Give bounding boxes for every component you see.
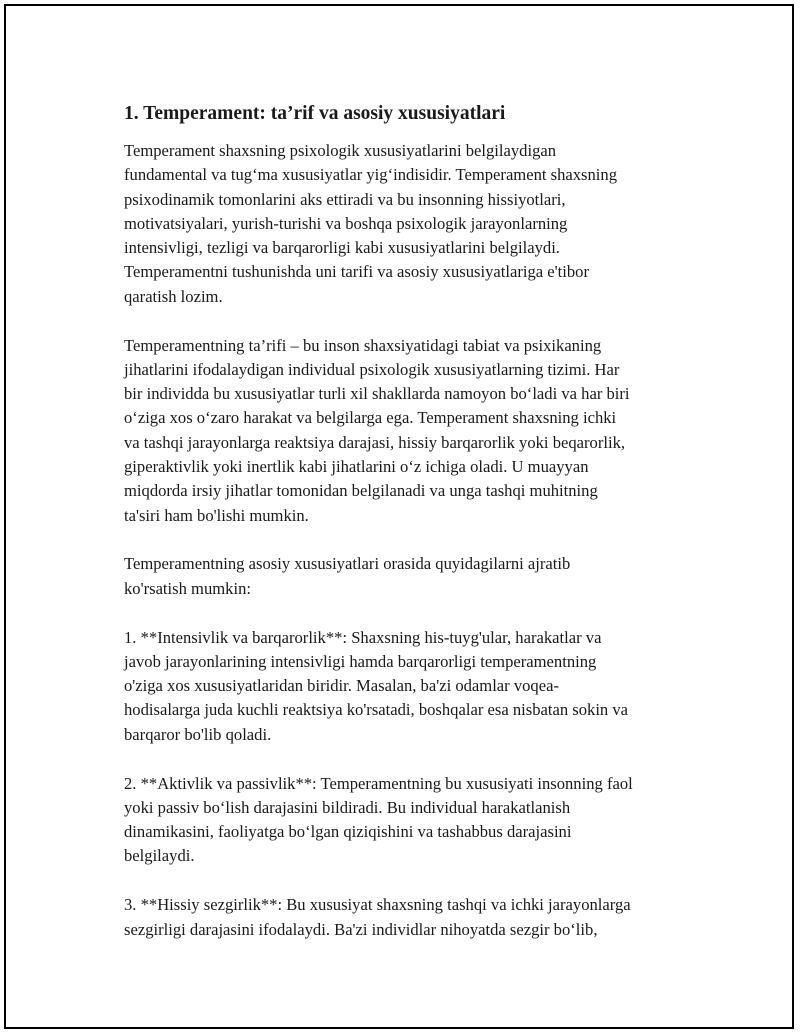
text-line: intensivligi, tezligi va barqarorligi kabi xususiyatlarini belgilaydi. (124, 238, 560, 258)
text-line: javob jarayonlarining intensivligi hamda barqarorligi temperamentning (124, 651, 597, 671)
text-line: Temperamentning asosiy xususiyatlari orasida quyidagilarni ajratib (124, 554, 571, 574)
text-line: bir individda bu xususiyatlar turli xil shakllarda namoyon bo‘ladi va har biri (124, 384, 630, 404)
text-line: Temperamentning ta’rifi – bu inson shaxsiyatidagi tabiat va psixikaning (124, 335, 602, 355)
paragraph-intro (124, 139, 704, 309)
text-line: 3. **Hissiy sezgirlik**: Bu xususiyat shaxsning tashqi va ichki jarayonlarga (124, 895, 631, 915)
text-line: ta'siri ham bo'lishi mumkin. (124, 505, 309, 525)
text-line: Temperament shaxsning psixologik xususiyatlarini belgilaydigan (124, 141, 557, 160)
paragraph-definition (124, 334, 704, 528)
section-heading: 1. Temperament: ta’rif va asosiy xususiyatlari (124, 103, 506, 124)
text-line: o'ziga xos xususiyatlaridan biridir. Masalan, ba'zi odamlar voqea- (124, 676, 559, 696)
text-line: ko'rsatish mumkin: (124, 578, 251, 598)
text-line: 2. **Aktivlik va passivlik**: Temperamentning bu xususiyati insonning faol (124, 773, 633, 793)
text-line: barqaror bo'lib qoladi. (124, 724, 272, 744)
text-line: 1. **Intensivlik va barqarorlik**: Shaxsning his-tuyg'ular, harakatlar va (124, 627, 602, 647)
list-item-aktivlik (124, 772, 704, 869)
text-line: sezgirligi darajasini ifodalaydi. Ba'zi individlar nihoyatda sezgir bo‘lib, (124, 919, 598, 939)
list-item-hissiy-sezgirlik (124, 893, 704, 942)
text-line: qaratish lozim. (124, 286, 223, 306)
text-line: motivatsiyalari, yurish-turishi va boshqa psixologik jarayonlarning (124, 213, 568, 233)
text-line: Temperamentni tushunishda uni tarifi va asosiy xususiyatlariga e'tibor (124, 262, 589, 282)
list-item-intensivlik (124, 626, 704, 747)
text-line: hodisalarga juda kuchli reaktsiya ko'rsatadi, boshqalar esa nisbatan sokin va (124, 700, 629, 720)
text-line: giperaktivlik yoki inertlik kabi jihatlarini o‘z ichiga oladi. U muayyan (124, 457, 589, 477)
text-line: va tashqi jarayonlarga reaktsiya darajasi, hissiy barqarorlik yoki beqarorlik, (124, 432, 626, 452)
text-line: dinamikasini, faoliyatga bo‘lgan qiziqishini va tashabbus darajasini (124, 822, 572, 842)
text-line: belgilaydi. (124, 846, 195, 866)
document-page (4, 4, 794, 1029)
paragraph-list-intro (124, 552, 704, 601)
text-line: jihatlarini ifodalaydigan individual psixologik xususiyatlarning tizimi. Har (124, 359, 620, 379)
text-line: yoki passiv bo‘lish darajasini bildiradi. Bu individual harakatlanish (124, 797, 571, 817)
text-line: o‘ziga xos o‘zaro harakat va belgilarga ega. Temperament shaxsning ichki (124, 408, 617, 428)
text-line: fundamental va tug‘ma xususiyatlar yig‘indisidir. Temperament shaxsning (124, 165, 618, 185)
text-line: miqdorda irsiy jihatlar tomonidan belgilanadi va unga tashqi muhitning (124, 481, 598, 501)
document-body (124, 100, 704, 966)
text-line: psixodinamik tomonlarini aks ettiradi va bu insonning hissiyotlari, (124, 189, 566, 209)
